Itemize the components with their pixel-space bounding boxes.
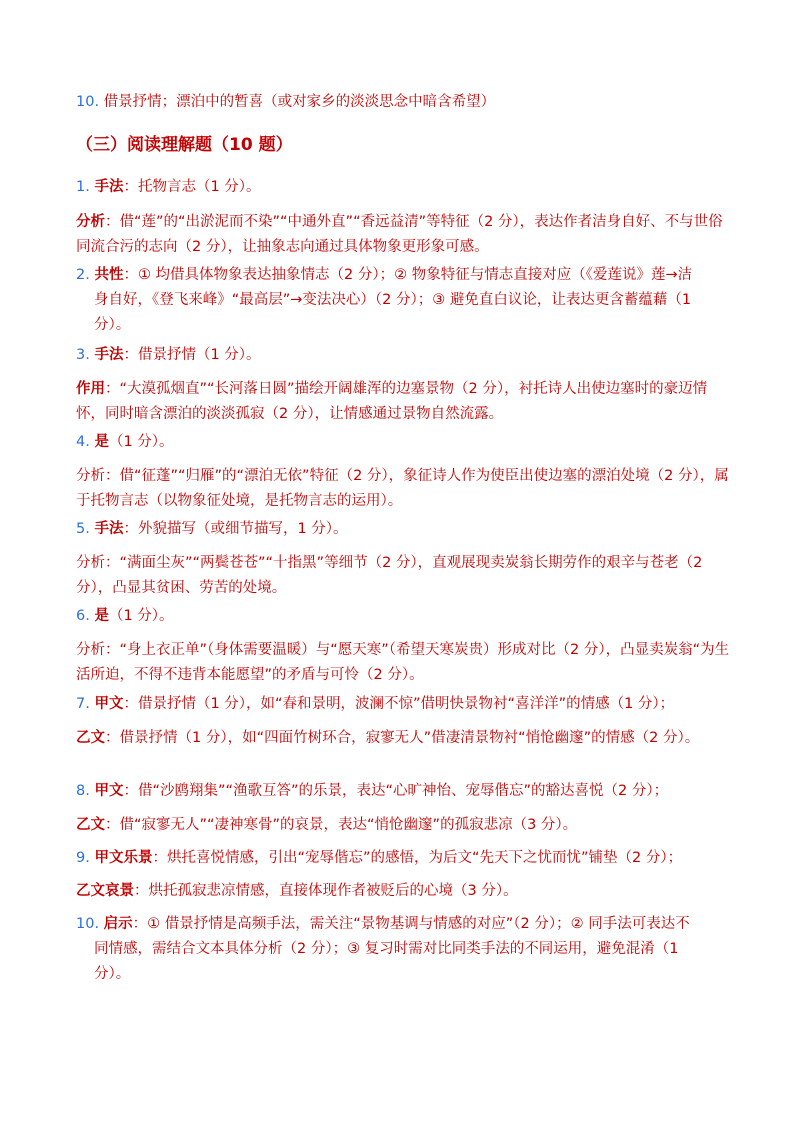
answer-text: ：借“沙鸥翔集”“渔歌互答”的乐景，表达“心旷神怡、宠辱偕忘”的豁达喜悦（2 分）； [123, 783, 669, 799]
question-4 [76, 430, 736, 455]
question-1 [76, 175, 736, 200]
answer-text: 借景抒情；漂泊中的暂喜（或对家乡的淡淡思念中暗含希望） [103, 94, 496, 110]
answer-label: 是 [94, 608, 109, 624]
answer-label: 乙文 [76, 730, 105, 746]
answer-10-previous [76, 90, 736, 115]
answer-label: 手法 [94, 521, 124, 537]
answer-text: ：借“莲”的“出淤泥而不染”“中通外直”“香远益清”等特征（2 分），表达作者洁身自好、不与世俗同流合污的志向（2 分），让抽象志向通过具体物象更形象可感。 [76, 214, 723, 255]
answer-label: 作用 [76, 381, 105, 397]
item-number: 6. [76, 608, 90, 624]
answer-text: ：借景抒情（1 分），如“春和景明，波澜不惊”借明快景物衬“喜洋洋”的情感（1 分）； [123, 696, 675, 712]
item-number: 4. [76, 434, 90, 450]
answer-text-cont: 同情感，需结合文本具体分析（2 分）；③ 复习时需对比同类手法的不同运用，避免混淆（1 [94, 941, 679, 957]
answer-text: ：烘托孤寂悲凉情感，直接体现作者被贬后的心境（3 分）。 [134, 883, 518, 899]
answer-text: ：① 借景抒情是高频手法，需关注“景物基调与情感的对应”（2 分）；② 同手法可表达不 [132, 916, 690, 932]
item-number: 2. [76, 267, 90, 283]
item-number: 10. [76, 94, 100, 110]
answer-text: （1 分）。 [108, 608, 174, 624]
answer-text: ：托物言志（1 分）。 [123, 179, 261, 195]
answer-8-b [76, 813, 736, 838]
item-number: 8. [76, 783, 90, 799]
answer-label: 分析 [76, 214, 105, 230]
answer-9-b [76, 879, 736, 904]
answer-text: （1 分）。 [108, 434, 174, 450]
answer-text-cont: 身自好，《登飞来峰》“最高层”→变法决心）（2 分）；③ 避免直白议论，让表达更含蓄蕴藉（1 [94, 292, 692, 308]
answer-text-cont: 分）。 [94, 317, 131, 333]
answer-text: ：“大漠孤烟直”“长河落日圆”描绘开阔雄浑的边塞景物（2 分），衬托诗人出使边塞时的豪迈情怀，同时暗含漂泊的淡淡孤寂（2 分），让情感通过景物自然流露。 [76, 381, 708, 422]
answer-text: 分析：“满面尘灰”“两鬓苍苍”“十指黑”等细节（2 分），直观展现卖炭翁长期劳作的艰辛与苍老（2 分），凸显其贫困、劳苦的处境。 [76, 555, 703, 596]
item-number: 1. [76, 179, 90, 195]
analysis-1 [76, 210, 731, 260]
question-10 [76, 912, 736, 987]
function-3 [76, 377, 731, 427]
analysis-4 [76, 464, 731, 514]
question-6 [76, 604, 736, 629]
item-number: 3. [76, 347, 90, 363]
item-number: 10. [76, 916, 100, 932]
question-3 [76, 343, 736, 368]
answer-label: 甲文 [94, 696, 124, 712]
answer-text: ：外貌描写（或细节描写，1 分）。 [123, 521, 348, 537]
answer-label: 手法 [94, 179, 124, 195]
answer-text: ：借“寂寥无人”“凄神寒骨”的哀景，表达“悄怆幽邃”的孤寂悲凉（3 分）。 [105, 817, 578, 833]
answer-7-b [76, 726, 731, 751]
item-number: 7. [76, 696, 90, 712]
analysis-6 [76, 638, 731, 688]
answer-label: 甲文 [94, 783, 124, 799]
analysis-5 [76, 551, 731, 601]
answer-label: 启示 [103, 916, 133, 932]
answer-label: 手法 [94, 347, 124, 363]
answer-label: 乙文 [76, 817, 105, 833]
answer-text: ：借景抒情（1 分），如“四面竹树环合，寂寥无人”借凄清景物衬“悄怆幽邃”的情感（2 分）。 [105, 730, 700, 746]
answer-label: 乙文哀景 [76, 883, 134, 899]
answer-text: ：烘托喜悦情感，引出“宠辱偕忘”的感悟，为后文“先天下之忧而忧”铺垫（2 分）； [152, 850, 683, 866]
answer-label: 甲文乐景 [94, 850, 153, 866]
question-7 [76, 692, 736, 717]
answer-text: ：① 均借具体物象表达抽象情志（2 分）；② 物象特征与情志直接对应（《爱莲说》莲→洁 [123, 267, 693, 283]
item-number: 9. [76, 850, 90, 866]
section-title: （三）阅读理解题（10 题） [76, 135, 293, 155]
item-number: 5. [76, 521, 90, 537]
answer-text: 分析：借“征蓬”“归雁”的“漂泊无依”特征（2 分），象征诗人作为使臣出使边塞的漂泊处境（2 分），属于托物言志（以物象征处境，是托物言志的运用）。 [76, 468, 729, 509]
answer-text-cont: 分）。 [94, 966, 131, 982]
answer-text: ：借景抒情（1 分）。 [123, 347, 261, 363]
answer-text: 分析：“身上衣正单”（身体需要温暖）与“愿天寒”（希望天寒炭贵）形成对比（2 分），凸显卖炭翁“为生活所迫，不得不违背本能愿望”的矛盾与可怜（2 分）。 [76, 642, 730, 683]
answer-label: 共性 [94, 267, 124, 283]
answer-label: 是 [94, 434, 109, 450]
question-8 [76, 779, 736, 804]
question-9 [76, 846, 736, 871]
question-5 [76, 517, 736, 542]
question-2 [76, 263, 736, 338]
